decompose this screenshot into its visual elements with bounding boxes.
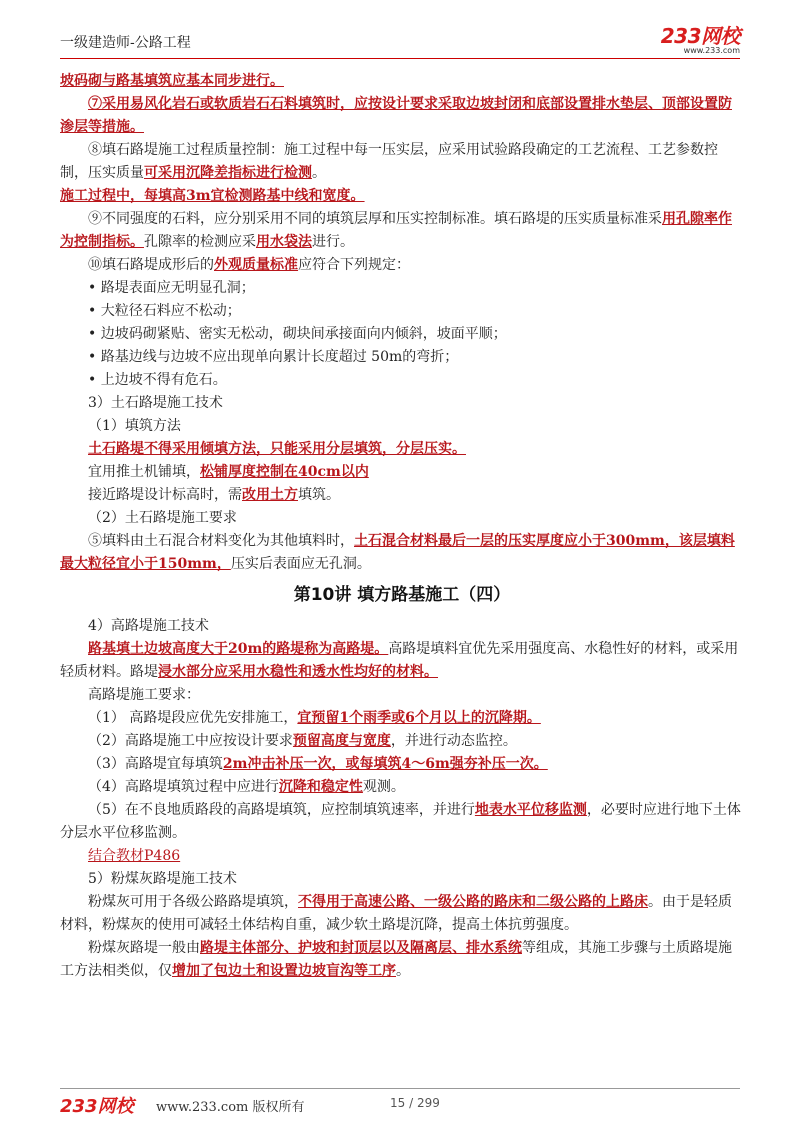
list-item: （3）高路堤宜每填筑2m冲击补压一次，或每填筑4～6m强夯补压一次。 — [88, 756, 548, 772]
paragraph: ⑨不同强度的石料，应分别采用不同的填筑层厚和压实控制标准。填石路堤的压实质量标准采用孔隙率作为控制指标。孔隙率的检测应采用水袋法进行。 — [60, 211, 732, 250]
doc-title: 一级建造师-公路工程 — [60, 35, 191, 51]
list-item: （4）高路堤填筑过程中应进行沉降和稳定性观测。 — [88, 779, 405, 795]
paragraph: 坡码砌与路基填筑应基本同步进行。 — [60, 73, 284, 89]
paragraph: ⑩填石路堤成形后的外观质量标准应符合下列规定： — [88, 257, 410, 273]
subsection-heading: （1）填筑方法 — [88, 418, 181, 434]
header-divider — [60, 58, 740, 59]
paragraph: ⑦采用易风化岩石或软质岩石石料填筑时，应按设计要求采取边坡封闭和底部设置排水垫层、顶部设置防渗层等措施。 — [60, 96, 732, 135]
section-heading: 5）粉煤灰路堤施工技术 — [88, 871, 237, 887]
section-heading: 3）土石路堤施工技术 — [88, 395, 223, 411]
paragraph: ⑧填石路堤施工过程质量控制：施工过程中每一压实层，应采用试验路段确定的工艺流程、工艺参数控制，压实质量可采用沉降差指标进行检测。 — [60, 142, 718, 181]
section-heading: 4）高路堤施工技术 — [88, 618, 209, 634]
list-item: （2）高路堤施工中应按设计要求预留高度与宽度，并进行动态监控。 — [88, 733, 517, 749]
paragraph: 宜用推土机铺填，松铺厚度控制在40cm以内 — [88, 464, 369, 480]
list-item: • 路堤表面应无明显孔洞； — [88, 280, 255, 296]
brand-logo: 233网校 www.233.com — [660, 24, 740, 55]
paragraph: 粉煤灰路堤一般由路堤主体部分、护坡和封顶层以及隔离层、排水系统等组成，其施工步骤与土质路堤施工方法相类似，仅增加了包边土和设置边坡盲沟等工序。 — [60, 940, 732, 979]
list-item: （1） 高路堤段应优先安排施工，宜预留1个雨季或6个月以上的沉降期。 — [88, 710, 541, 726]
page-number: 15 / 299 — [390, 1096, 440, 1110]
copyright-text: www.233.com 版权所有 — [156, 1100, 305, 1115]
footer-logo: 233网校 — [60, 1096, 134, 1117]
subsection-heading: （2）土石路堤施工要求 — [88, 510, 237, 526]
list-item: （5）在不良地质路段的高路堤填筑，应控制填筑速率，并进行地表水平位移监测，必要时应进行地下土体分层水平位移监测。 — [60, 802, 741, 841]
paragraph: 粉煤灰可用于各级公路路堤填筑，不得用于高速公路、一级公路的路床和二级公路的上路床。由于是轻质材料，粉煤灰的使用可减轻土体结构自重，减少软土路堤沉降，提高土体抗剪强度。 — [60, 894, 732, 933]
paragraph: 土石路堤不得采用倾填方法，只能采用分层填筑，分层压实。 — [88, 441, 466, 457]
lecture-heading: 第10讲 填方路基施工（四） — [293, 585, 511, 605]
paragraph: 路基填土边坡高度大于20m的路堤称为高路堤。高路堤填料宜优先采用强度高、水稳性好的材料，或采用轻质材料。路堤浸水部分应采用水稳性和透水性均好的材料。 — [60, 641, 739, 680]
list-item: • 路基边线与边坡不应出现单向累计长度超过 50m的弯折； — [88, 349, 459, 365]
page-footer — [60, 1090, 740, 1120]
document-body — [60, 70, 744, 983]
paragraph: 接近路堤设计标高时，需改用土方填筑。 — [88, 487, 340, 503]
footer-divider — [60, 1088, 740, 1089]
paragraph: 施工过程中，每填高3m宜检测路基中线和宽度。 — [60, 188, 365, 204]
list-item: • 边坡码砌紧贴、密实无松动，砌块间承接面向内倾斜，坡面平顺； — [88, 326, 507, 342]
list-item: • 上边坡不得有危石。 — [88, 372, 227, 388]
paragraph: 高路堤施工要求： — [88, 687, 200, 703]
page-header — [60, 20, 740, 56]
paragraph: ⑤填料由土石混合材料变化为其他填料时，土石混合材料最后一层的压实厚度应小于300mm，该层填料最大粒径宜小于150mm，压实后表面应无孔洞。 — [60, 533, 735, 572]
textbook-reference: 结合教材P486 — [88, 848, 181, 864]
list-item: • 大粒径石料应不松动； — [88, 303, 241, 319]
